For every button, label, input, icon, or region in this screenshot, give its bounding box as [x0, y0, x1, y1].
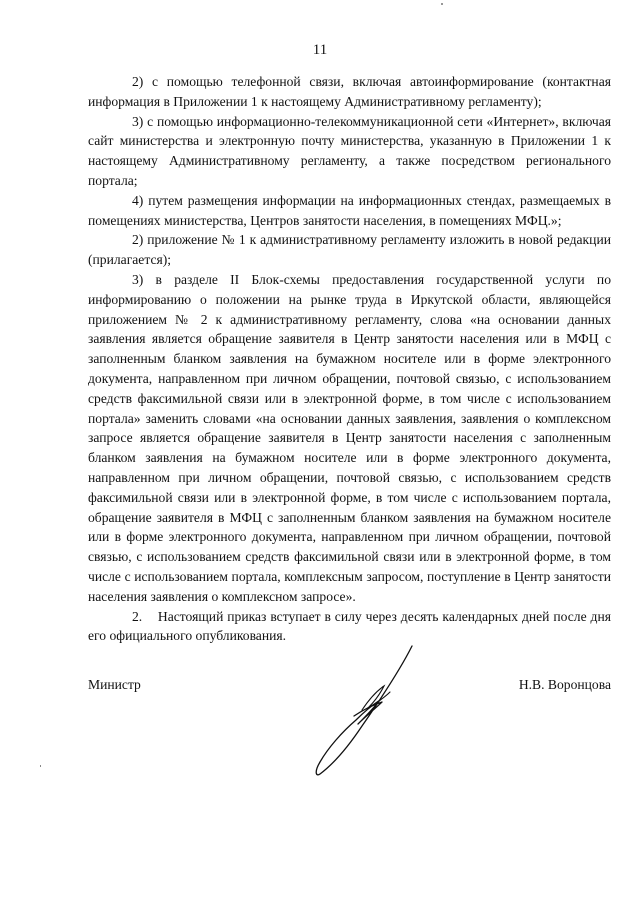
paragraph-item-appendix-1: 2) приложение № 1 к административному регламенту изложить в новой редакции (прилагается);	[88, 232, 611, 268]
document-body	[88, 72, 611, 646]
page-number: 11	[312, 42, 328, 58]
paragraph-item-flowchart: 3) в разделе II Блок-схемы предоставления государственной услуги по информированию о положении на рынке труда в Иркутской области, являющейся приложением № 2 к административному регламенту, слова «на основании данных заявления является обращение заявителя в Центр занятости населения или в МФЦ с заполненным бланком заявления на бумажном носителе или в форме электронного документа, направленном при личном обращении, почтовой связью, с использованием средств факсимильной связи или в электронной форме, в том числе с использованием портала» заменить словами «на основании данных заявления, заявления о комплексном запросе является обращение заявителя в Центр занятости населения с заполненным бланком заявления на бумажном носителе или в форме электронного документа, направленном при личном обращении, почтовой связью, с использованием средств факсимильной связи или в электронной форме, в том числе с использованием портала, обращение заявителя в МФЦ с заполненным бланком заявления на бумажном носителе или в форме электронного документа, направленном при личном обращении, почтовой связью, с использованием средств факсимильной связи или в электронной форме, в том числе с использованием портала, комплексным запросом, поступление в Центр занятости населения заявления о комплексном запросе».	[88, 271, 611, 604]
scan-speck	[441, 3, 443, 5]
signer-title: Министр	[88, 677, 141, 692]
scan-speck	[40, 765, 41, 767]
paragraph-item-internet: 3) с помощью информационно-телекоммуникационной сети «Интернет», включая сайт министерства и электронную почту министерства, указанную в Приложении 1 к настоящему Административному регламенту, а также посредством регионального портала;	[88, 113, 611, 188]
paragraph-item-stands: 4) путем размещения информации на информационных стендах, размещаемых в помещениях министерства, Центров занятости населения, в помещениях МФЦ.»;	[88, 192, 611, 228]
handwritten-signature	[300, 640, 430, 780]
paragraph-item-effective-date: 2. Настоящий приказ вступает в силу через десять календарных дней после дня его официального опубликования.	[88, 608, 611, 644]
paragraph-item-phone: 2) с помощью телефонной связи, включая автоинформирование (контактная информация в Приложении 1 к настоящему Административному регламенту);	[88, 74, 611, 109]
signature-stroke	[316, 646, 412, 775]
signer-name: Н.В. Воронцова	[518, 677, 611, 692]
